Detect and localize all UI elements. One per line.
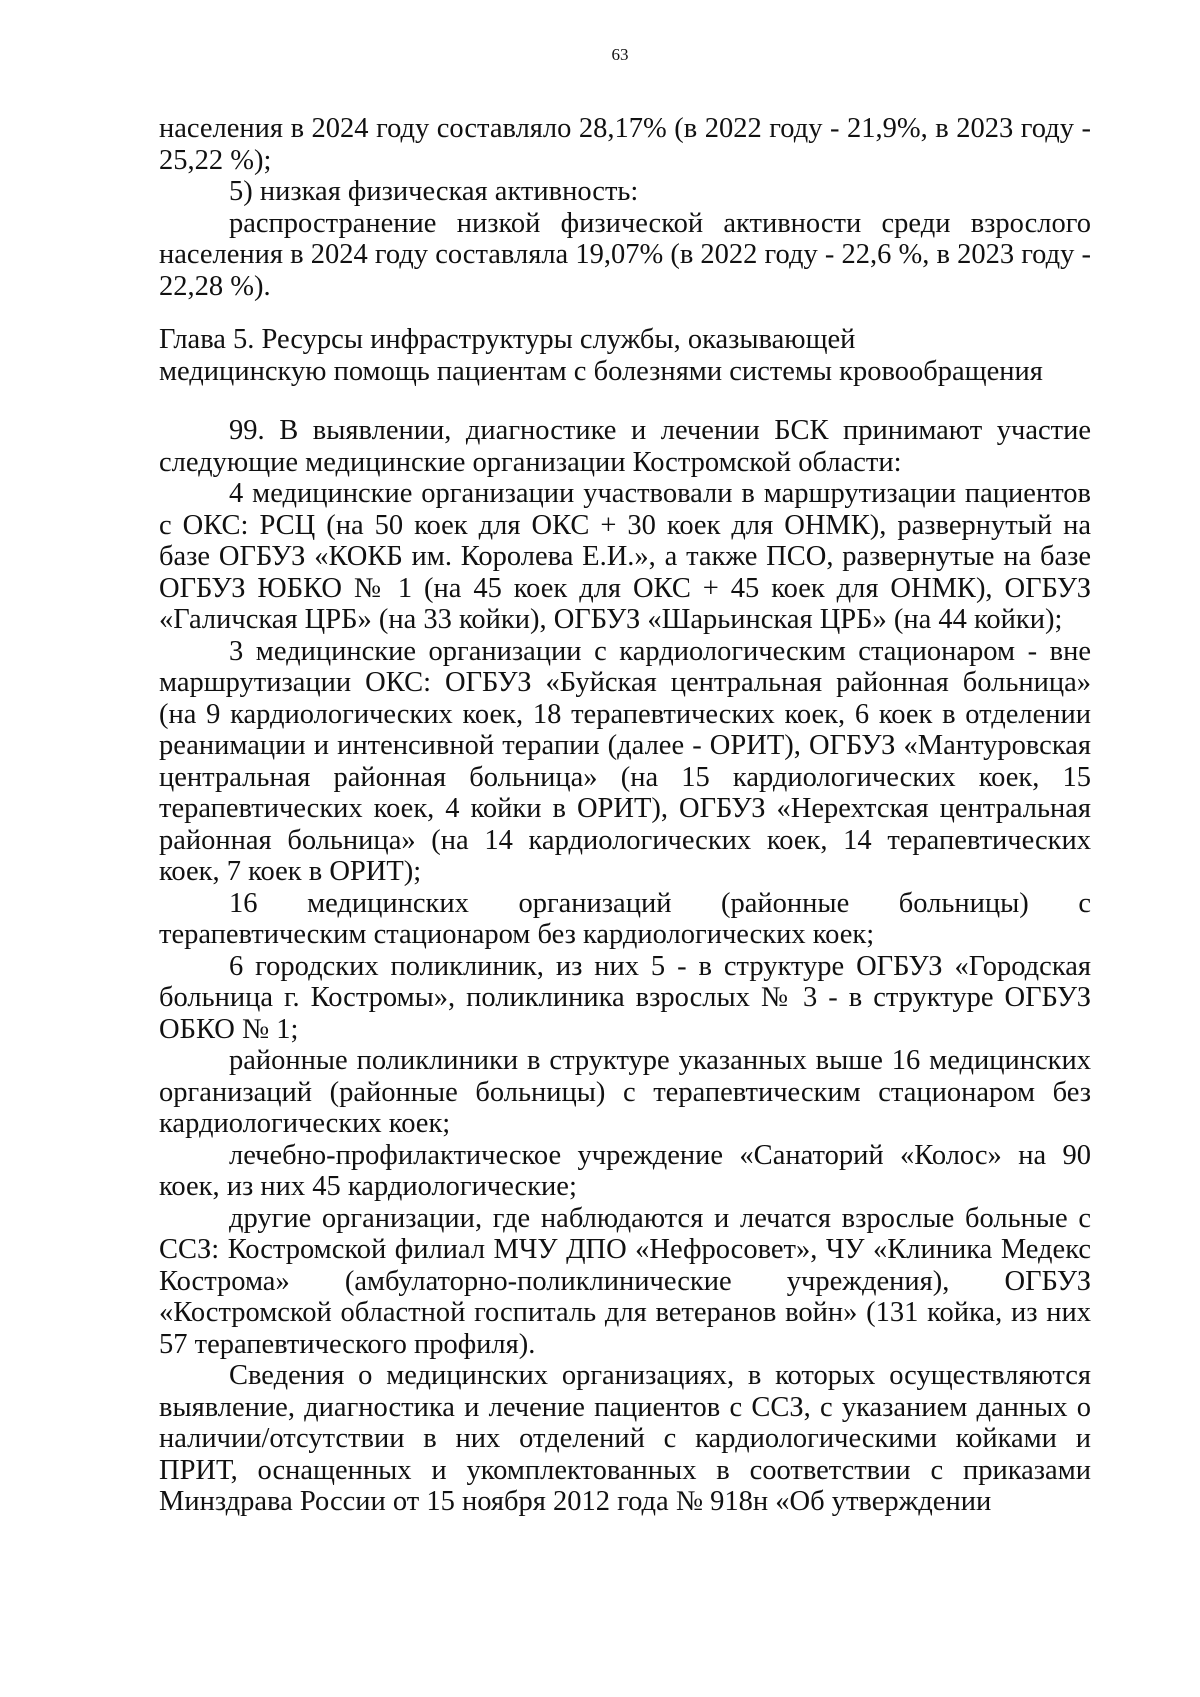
- page-number: 63: [611, 45, 629, 64]
- chapter-heading-line-2: медицинскую помощь пациентам с болезнями системы кровообращения: [159, 355, 1043, 387]
- paragraph-99: 99. В выявлении, диагностике и лечении БСК принимают участие следующие медицинские организации Костромской области:: [159, 415, 1091, 478]
- paragraph-info-orgs: Сведения о медицинских организациях, в которых осуществляются выявление, диагностика и лечение пациентов с ССЗ, с указанием данных о наличии/отсутствии в них отделений с кардиологическими койками и ПРИТ, оснащенных и укомплектованных в соответствии с приказами Минздрава России от 15 ноября 2012 года № 918н «Об утверждении: [159, 1360, 1091, 1517]
- paragraph-routing-orgs: 4 медицинские организации участвовали в маршрутизации пациентов с ОКС: РСЦ (на 50 коек для ОКС + 30 коек для ОНМК), развернутый на базе ОГБУЗ «КОКБ им. Королева Е.И.», а также ПСО, развернутые на базе ОГБУЗ ЮБКО № 1 (на 45 коек для ОКС + 45 коек для ОНМК), ОГБУЗ «Галичская ЦРБ» (на 33 койки), ОГБУЗ «Шарьинская ЦРБ» (на 44 койки);: [159, 478, 1091, 635]
- paragraph-other-orgs: другие организации, где наблюдаются и лечатся взрослые больные с ССЗ: Костромской филиал МЧУ ДПО «Нефросовет», ЧУ «Клиника Медекс Кострома» (амбулаторно-поликлинические учреждения), ОГБУЗ «Костромской областной госпиталь для ветеранов войн» (131 койка, из них 57 терапевтического профиля).: [159, 1202, 1091, 1360]
- paragraph-low-activity-stats: распространение низкой физической активности среди взрослого населения в 2024 году составляла 19,07% (в 2022 году - 22,6 %, в 2023 году - 22,28 %).: [159, 207, 1091, 302]
- spacer: [159, 387, 1091, 415]
- paragraph-population-2024: населения в 2024 году составляло 28,17% (в 2022 году - 21,9%, в 2023 году - 25,22 %);: [159, 113, 1091, 176]
- page-body: [159, 113, 1091, 1518]
- spacer: [159, 302, 1091, 324]
- paragraph-low-activity-heading: 5) низкая физическая активность:: [229, 176, 639, 207]
- paragraph-district-hospitals: 16 медицинских организаций (районные больницы) с терапевтическим стационаром без кардиологических коек;: [159, 887, 1091, 950]
- chapter-heading: [159, 324, 1091, 387]
- paragraph-district-polyclinics: районные поликлиники в структуре указанных выше 16 медицинских организаций (районные больницы) с терапевтическим стационаром без кардиологических коек;: [159, 1045, 1091, 1139]
- paragraph-sanatorium: лечебно-профилактическое учреждение «Санаторий «Колос» на 90 коек, из них 45 кардиологические;: [159, 1139, 1091, 1202]
- chapter-heading-line-1: Глава 5. Ресурсы инфраструктуры службы, оказывающей: [159, 324, 856, 355]
- paragraph-cardio-stationary: 3 медицинские организации с кардиологическим стационаром - вне маршрутизации ОКС: ОГБУЗ «Буйская центральная районная больница» (на 9 кардиологических коек, 18 терапевтических коек, 6 коек в отделении реанимации и интенсивной терапии (далее - ОРИТ), ОГБУЗ «Мантуровская центральная районная больница» (на 15 кардиологических коек, 15 терапевтических коек, 4 койки в ОРИТ), ОГБУЗ «Нерехтская центральная районная больница» (на 14 кардиологических коек, 14 терапевтических коек, 7 коек в ОРИТ);: [159, 635, 1091, 887]
- paragraph-city-polyclinics: 6 городских поликлиник, из них 5 - в структуре ОГБУЗ «Городская больница г. Костромы», поликлиника взрослых № 3 - в структуре ОГБУЗ ОБКО № 1;: [159, 950, 1091, 1045]
